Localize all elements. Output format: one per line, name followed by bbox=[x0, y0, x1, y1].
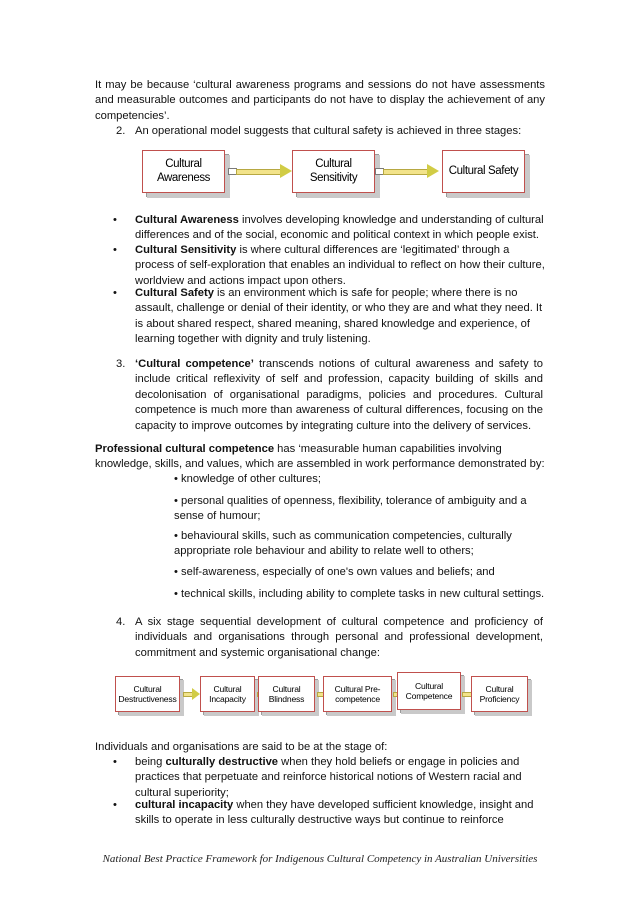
stage-box-cultural-proficiency: Cultural Proficiency bbox=[471, 676, 528, 712]
three-stage-diagram bbox=[125, 147, 525, 202]
pcc-item: • personal qualities of openness, flexibility, tolerance of ambiguity and a sense of humour; bbox=[174, 495, 527, 523]
arrow-connector bbox=[228, 167, 291, 175]
bullet-text: is an environment which is safe for people; where there is no assault, challenge or denial of their identity, or who they are and what they need. It is about shared respect, shared meaning, shared knowledge and experience, of learning together with dignity and truly listening. bbox=[135, 287, 543, 346]
bullet-icon: • bbox=[113, 287, 117, 299]
pcc-term: Professional cultural competence bbox=[95, 443, 275, 455]
bullet-term: Cultural Safety bbox=[135, 287, 214, 299]
bullet-term: Cultural Awareness bbox=[135, 214, 239, 226]
item-3 bbox=[116, 357, 546, 432]
item-4-number: 4. bbox=[116, 616, 126, 628]
pcc-item: • technical skills, including ability to complete tasks in new cultural settings. bbox=[174, 588, 545, 600]
bullet-icon: • bbox=[113, 244, 117, 256]
stage-intro: Individuals and organisations are said to be at the stage of: bbox=[95, 741, 388, 753]
item-2-text: An operational model suggests that cultural safety is achieved in three stages: bbox=[135, 125, 522, 137]
item-4 bbox=[116, 615, 546, 659]
bullet-term: culturally destructive bbox=[165, 756, 279, 768]
bullet-term: Cultural Sensitivity bbox=[135, 244, 237, 256]
pcc-paragraph bbox=[95, 442, 547, 473]
bullet-text: when they have developed sufficient knowledge, insight and skills to operate in less culturally destructive ways but continue to reinforce bbox=[135, 799, 534, 827]
arrow-head-icon bbox=[427, 164, 439, 178]
stage-box-cultural-incapacity: Cultural Incapacity bbox=[200, 676, 255, 712]
stage-box-cultural-awareness: Cultural Awareness bbox=[142, 150, 225, 193]
item-3-text: transcends notions of cultural awareness and safety to include critical reflexivity of self and profession, capacity building of skills and decolonisation of organisational paradigms, policies and procedures. Cultural competence is much more than awareness of cultural differences, focusing on the capacity to improve outcomes by integrating culture into the delivery of services. bbox=[135, 358, 543, 432]
stage-box-cultural-pre-competence: Cultural Pre-competence bbox=[323, 676, 392, 712]
pcc-item: • knowledge of other cultures; bbox=[174, 473, 321, 485]
bullet-text: is where cultural differences are ‘legitimated’ through a process of self-exploration that enables an individual to reflect on how their culture, worldview and actions impact upon others. bbox=[135, 244, 545, 287]
pcc-item: • self-awareness, especially of one's own values and beliefs; and bbox=[174, 566, 495, 578]
bullet-term: cultural incapacity bbox=[135, 799, 234, 811]
six-stage-diagram bbox=[115, 672, 535, 722]
stage-box-cultural-destructiveness: Cultural Destructiveness bbox=[115, 676, 180, 712]
arrow-head-icon bbox=[192, 688, 200, 700]
bullet-icon: • bbox=[113, 214, 117, 226]
item-3-number: 3. bbox=[116, 358, 126, 370]
pcc-item: • behavioural skills, such as communication competencies, culturally appropriate role behaviour and ability to relate well to others; bbox=[174, 530, 512, 558]
intro-paragraph: It may be because ‘cultural awareness programs and sessions do not have assessments and measurable outcomes and participants do not have to display the achievement of any competencies’. bbox=[95, 79, 545, 122]
bullet-text: involves developing knowledge and understanding of cultural differences and of the social, economic and political context in which people exist. bbox=[135, 214, 544, 242]
stage-box-cultural-blindness: Cultural Blindness bbox=[258, 676, 315, 712]
item-3-term: ‘Cultural competence’ bbox=[135, 358, 254, 370]
bullet-text: when they hold beliefs or engage in policies and practices that perpetuate and reinforce historical notions of Western racial and cultural superiority; bbox=[135, 756, 522, 799]
document-page: It may be because ‘cultural awareness programs and sessions do not have assessments and measurable outcomes and participants do not have to display the achievement of any competencies’. 2. An operational model suggests that cultural safety is achieved in three stages: Cultural Awareness Cultural Sensitivity Cultural Safety • Cultural Awareness involves developing knowledge and understanding of cultural differences and of the social, economic and political context in which people exist. • Cultural Sensitivity is where cultural differences are ‘legitimated’ through a process of self-exploration that enables an individual to reflect on how their culture, worldview and actions impact upon others. • Cultural Safety is an environment which is safe for people; where there is no assault, challenge or denial of their identity, or who they are and what they need. It is about shared respect, shared meaning, shared knowledge and experience, of learning together with dignity and truly listening. 3. ‘Cultural competence’ transcends notions of cultural awareness and safety to include critical reflexivity of self and profession, capacity building of skills and decolonisation of organisational paradigms, policies and procedures. Cultural competence is much more than awareness of cultural differences, focusing on the capacity to improve outcomes by integrating culture into the delivery of services. Professional cultural competence has ‘measurable human capabilities involving knowledge, skills, and values, which are assembled in work performance demonstrated by: • knowledge of other cultures; • personal qualities of openness, flexibility, tolerance of ambiguity and a sense of humour; • behavioural skills, such as communication competencies, culturally appropriate role behaviour and ability to relate well to others; • self-awareness, especially of one's own values and beliefs; and • technical skills, including ability to complete tasks in new cultural settings. 4. A six stage sequential development of cultural competence and proficiency of individuals and organisations through personal and professional development, commitment and systemic organisational change: Cultural Destructiveness Cultural Incapacity Cultural Blindness Cultural Pre-competence Cultural Competence Cultural Proficiency Individuals and organisations are said to be at the stage of: • being culturally destructive when they hold beliefs or engage in policies and practices that perpetuate and reinforce historical notions of Western racial and cultural superiority; • cultural incapacity when they have developed sufficient knowledge, insight and skills to operate in less culturally destructive ways but continue to reinforce National Best Practice Framework for Indigenous Cultural Competency in Australian Universities bbox=[0, 0, 638, 903]
item-2 bbox=[116, 124, 546, 139]
bullet-icon: • bbox=[113, 799, 117, 811]
stage-box-cultural-safety: Cultural Safety bbox=[442, 150, 525, 193]
pcc-text: has ‘measurable human capabilities involving knowledge, skills, and values, which are assembled in work performance demonstrated by: bbox=[95, 443, 545, 471]
arrow-connector bbox=[375, 167, 438, 175]
item-4-text: A six stage sequential development of cultural competence and proficiency of individuals and organisations through personal and professional development, commitment and systemic organisational change: bbox=[135, 616, 543, 659]
bullet-icon: • bbox=[113, 756, 117, 768]
stage-box-cultural-competence: Cultural Competence bbox=[397, 672, 461, 710]
item-2-number: 2. bbox=[116, 125, 126, 137]
arrow-connector bbox=[183, 691, 199, 697]
stage-box-cultural-sensitivity: Cultural Sensitivity bbox=[292, 150, 375, 193]
page-footer: National Best Practice Framework for Indigenous Cultural Competency in Australian Universities bbox=[102, 853, 538, 865]
arrow-head-icon bbox=[280, 164, 292, 178]
